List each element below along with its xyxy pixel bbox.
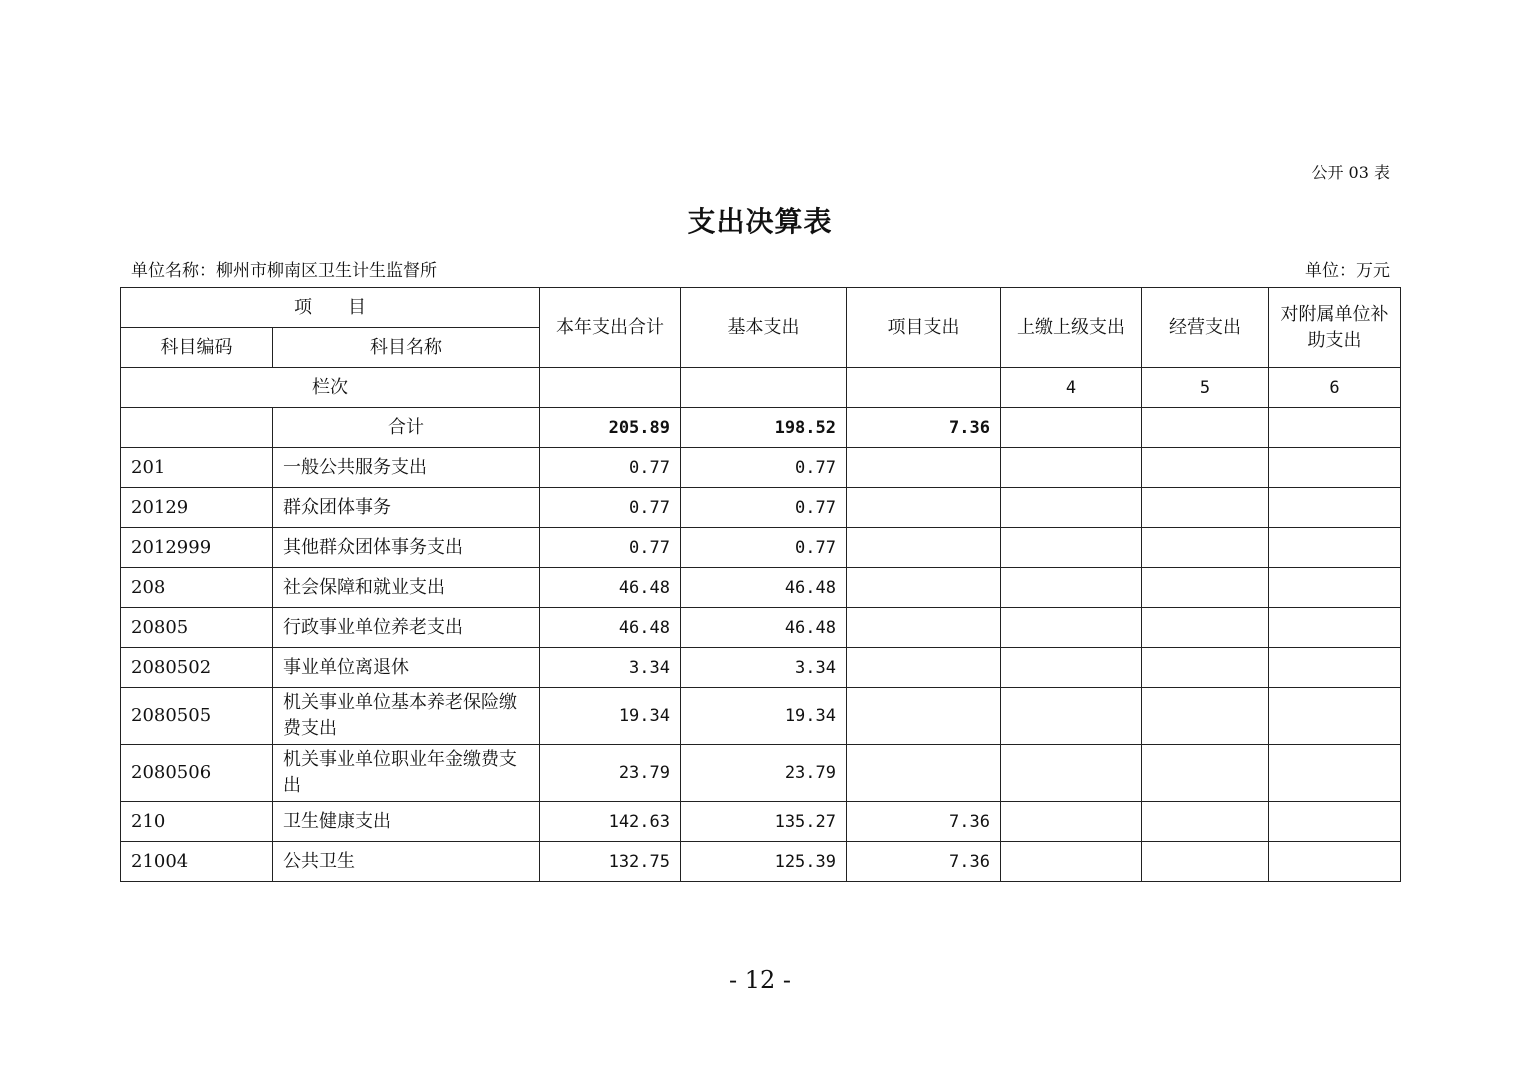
row-basic: 19.34 [681, 688, 847, 745]
row-name: 机关事业单位职业年金缴费支出 [273, 745, 540, 802]
unit-label: 单位：万元 [1305, 261, 1390, 281]
row-name: 一般公共服务支出 [273, 448, 540, 488]
header-upper: 上缴上级支出 [1001, 288, 1142, 368]
row-upper [1001, 568, 1142, 608]
row-name: 公共卫生 [273, 842, 540, 882]
table-row [121, 745, 1401, 802]
header-item: 项 目 [121, 288, 540, 328]
row-code: 2080506 [121, 745, 273, 802]
summary-upper [1001, 408, 1142, 448]
row-total: 46.48 [540, 568, 681, 608]
row-upper [1001, 802, 1142, 842]
table-row [121, 448, 1401, 488]
row-total: 142.63 [540, 802, 681, 842]
row-code: 20129 [121, 488, 273, 528]
row-total: 46.48 [540, 608, 681, 648]
row-upper [1001, 745, 1142, 802]
row-name: 行政事业单位养老支出 [273, 608, 540, 648]
header-project: 项目支出 [847, 288, 1001, 368]
row-code: 208 [121, 568, 273, 608]
row-name: 其他群众团体事务支出 [273, 528, 540, 568]
row-business [1142, 448, 1269, 488]
row-upper [1001, 648, 1142, 688]
row-subsidy [1269, 648, 1401, 688]
row-subsidy [1269, 448, 1401, 488]
row-project: 7.36 [847, 842, 1001, 882]
row-business [1142, 648, 1269, 688]
summary-row [121, 408, 1401, 448]
form-number: 公开 03 表 [1311, 163, 1390, 182]
header-total: 本年支出合计 [540, 288, 681, 368]
column-index-label: 栏次 [121, 368, 540, 408]
row-subsidy [1269, 745, 1401, 802]
row-business [1142, 802, 1269, 842]
summary-total: 205.89 [540, 408, 681, 448]
row-project [847, 688, 1001, 745]
row-code: 21004 [121, 842, 273, 882]
row-total: 132.75 [540, 842, 681, 882]
row-project [847, 448, 1001, 488]
table-row [121, 528, 1401, 568]
summary-basic: 198.52 [681, 408, 847, 448]
row-basic: 46.48 [681, 608, 847, 648]
row-business [1142, 842, 1269, 882]
row-name: 社会保障和就业支出 [273, 568, 540, 608]
row-upper [1001, 488, 1142, 528]
table-row [121, 688, 1401, 745]
row-subsidy [1269, 688, 1401, 745]
row-basic: 125.39 [681, 842, 847, 882]
organization-label: 单位名称：柳州市柳南区卫生计生监督所 [131, 261, 437, 281]
row-total: 23.79 [540, 745, 681, 802]
row-basic: 3.34 [681, 648, 847, 688]
summary-label: 合计 [273, 408, 540, 448]
summary-business [1142, 408, 1269, 448]
header-basic: 基本支出 [681, 288, 847, 368]
row-upper [1001, 842, 1142, 882]
row-total: 0.77 [540, 528, 681, 568]
table-row [121, 488, 1401, 528]
row-basic: 0.77 [681, 488, 847, 528]
page-number: - 12 - [728, 966, 791, 994]
row-total: 0.77 [540, 448, 681, 488]
row-project [847, 648, 1001, 688]
row-name: 卫生健康支出 [273, 802, 540, 842]
header-business: 经营支出 [1142, 288, 1269, 368]
row-basic: 135.27 [681, 802, 847, 842]
row-subsidy [1269, 568, 1401, 608]
row-basic: 46.48 [681, 568, 847, 608]
row-subsidy [1269, 488, 1401, 528]
column-index-project [847, 368, 1001, 408]
table-row [121, 802, 1401, 842]
row-subsidy [1269, 608, 1401, 648]
row-total: 0.77 [540, 488, 681, 528]
row-code: 20805 [121, 608, 273, 648]
page-title: 支出决算表 [687, 205, 833, 238]
row-project [847, 488, 1001, 528]
row-basic: 0.77 [681, 528, 847, 568]
table-row [121, 648, 1401, 688]
header-name: 科目名称 [273, 328, 540, 368]
row-business [1142, 688, 1269, 745]
column-index-business: 5 [1142, 368, 1269, 408]
column-index-basic [681, 368, 847, 408]
expenditure-table [120, 287, 1401, 882]
table-row [121, 568, 1401, 608]
row-upper [1001, 448, 1142, 488]
row-name: 群众团体事务 [273, 488, 540, 528]
column-index-total [540, 368, 681, 408]
row-project [847, 745, 1001, 802]
row-basic: 0.77 [681, 448, 847, 488]
column-index-upper: 4 [1001, 368, 1142, 408]
summary-subsidy [1269, 408, 1401, 448]
table-row [121, 842, 1401, 882]
summary-project: 7.36 [847, 408, 1001, 448]
row-upper [1001, 528, 1142, 568]
header-row-1 [121, 288, 1401, 328]
header-code: 科目编码 [121, 328, 273, 368]
row-total: 3.34 [540, 648, 681, 688]
row-business [1142, 608, 1269, 648]
row-total: 19.34 [540, 688, 681, 745]
row-project [847, 568, 1001, 608]
row-subsidy [1269, 802, 1401, 842]
row-code: 2012999 [121, 528, 273, 568]
row-code: 2080502 [121, 648, 273, 688]
row-business [1142, 488, 1269, 528]
row-basic: 23.79 [681, 745, 847, 802]
header-subsidy: 对附属单位补助支出 [1269, 288, 1401, 368]
row-code: 201 [121, 448, 273, 488]
row-subsidy [1269, 842, 1401, 882]
row-business [1142, 568, 1269, 608]
summary-code [121, 408, 273, 448]
column-index-subsidy: 6 [1269, 368, 1401, 408]
row-name: 事业单位离退休 [273, 648, 540, 688]
row-upper [1001, 688, 1142, 745]
row-project [847, 608, 1001, 648]
row-code: 210 [121, 802, 273, 842]
row-business [1142, 528, 1269, 568]
row-code: 2080505 [121, 688, 273, 745]
row-business [1142, 745, 1269, 802]
table-row [121, 608, 1401, 648]
column-index-row [121, 368, 1401, 408]
row-project: 7.36 [847, 802, 1001, 842]
row-subsidy [1269, 528, 1401, 568]
row-project [847, 528, 1001, 568]
row-upper [1001, 608, 1142, 648]
row-name: 机关事业单位基本养老保险缴费支出 [273, 688, 540, 745]
